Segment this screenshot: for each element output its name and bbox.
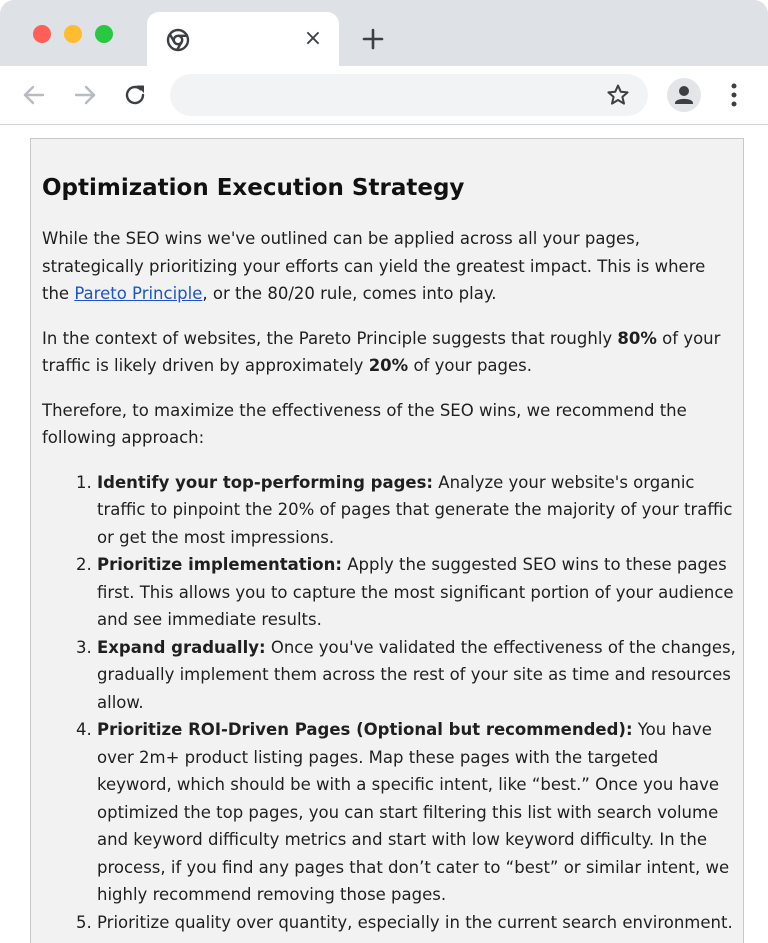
maximize-window-button[interactable] xyxy=(95,25,113,43)
intro-paragraph xyxy=(42,225,736,308)
approach-paragraph: Therefore, to maximize the effectiveness of the SEO wins, we recommend the following approach: xyxy=(42,400,687,447)
pareto-text-1: In the context of websites, the Pareto Principle suggests that roughly xyxy=(42,328,618,348)
intro-text: While the SEO wins we've outlined can be applied across all your pages, strategically prioritizing your efforts can yield the greatest impact. This is where the xyxy=(42,229,706,303)
step-heading: Prioritize implementation: xyxy=(97,555,342,574)
pages-percent: 20% xyxy=(368,356,409,375)
active-tab[interactable] xyxy=(147,12,339,66)
close-window-button[interactable] xyxy=(33,25,51,43)
page-title: Optimization Execution Strategy xyxy=(42,175,465,201)
profile-button[interactable] xyxy=(667,78,701,112)
minimize-window-button[interactable] xyxy=(64,25,82,43)
step-text: Once you've validated the effectiveness of the changes, gradually implement them across the rest of your site as time and resources allow. xyxy=(97,637,736,712)
steps-list xyxy=(42,469,736,937)
list-item xyxy=(97,716,736,909)
step-text: Apply the suggested SEO wins to these pages first. This allows you to capture the most significant portion of your audience and see immediate results. xyxy=(97,555,734,629)
page-viewport[interactable] xyxy=(0,125,768,943)
step-text: Prioritize quality over quantity, especially in the current search environment. xyxy=(97,912,733,932)
pareto-principle-link[interactable]: Pareto Principle xyxy=(74,284,203,303)
browser-toolbar xyxy=(0,66,768,125)
article-content xyxy=(42,173,736,936)
step-heading: Identify your top-performing pages: xyxy=(97,472,434,492)
pareto-text-2: of your traffic is likely driven by approximately xyxy=(42,328,721,375)
step-text: You have over 2m+ product listing pages. Map these pages with the targeted keyword, which should be with a specific intent, like “best.” Once you have optimized the top pages, you can start filtering this list with search volume and keyword difficulty metrics and start with low keyword difficulty. In the process, if you find any pages that don’t cater to “best” or similar intent, we highly recommend removing those pages. xyxy=(97,720,730,904)
tab-close-icon[interactable]: × xyxy=(303,26,323,51)
step-heading: Expand gradually: xyxy=(97,637,266,657)
url-input[interactable] xyxy=(188,82,592,110)
star-icon[interactable] xyxy=(606,83,630,107)
pareto-paragraph xyxy=(42,325,736,380)
arrow-left-icon[interactable] xyxy=(21,82,47,108)
step-heading: Prioritize ROI-Driven Pages (Optional but recommended): xyxy=(97,720,633,739)
traffic-percent: 80% xyxy=(617,328,657,348)
article-card xyxy=(30,138,744,943)
list-item xyxy=(97,469,736,552)
arrow-right-icon[interactable] xyxy=(72,82,98,108)
list-item xyxy=(97,551,736,634)
tab-strip xyxy=(0,0,768,66)
plus-icon[interactable] xyxy=(360,26,386,52)
intro-text-end: , or the 80/20 rule, comes into play. xyxy=(202,284,497,303)
address-bar[interactable] xyxy=(170,74,648,116)
chrome-icon xyxy=(166,28,190,52)
step-text: Analyze your website's organic traffic to pinpoint the 20% of pages that generate the majority of your traffic or get the most impressions. xyxy=(97,472,733,547)
list-item xyxy=(97,634,736,717)
list-item xyxy=(97,909,736,937)
person-icon xyxy=(667,78,701,112)
pareto-text-3: of your pages. xyxy=(408,356,532,375)
kebab-icon[interactable] xyxy=(724,80,744,110)
reload-icon[interactable] xyxy=(122,82,148,108)
